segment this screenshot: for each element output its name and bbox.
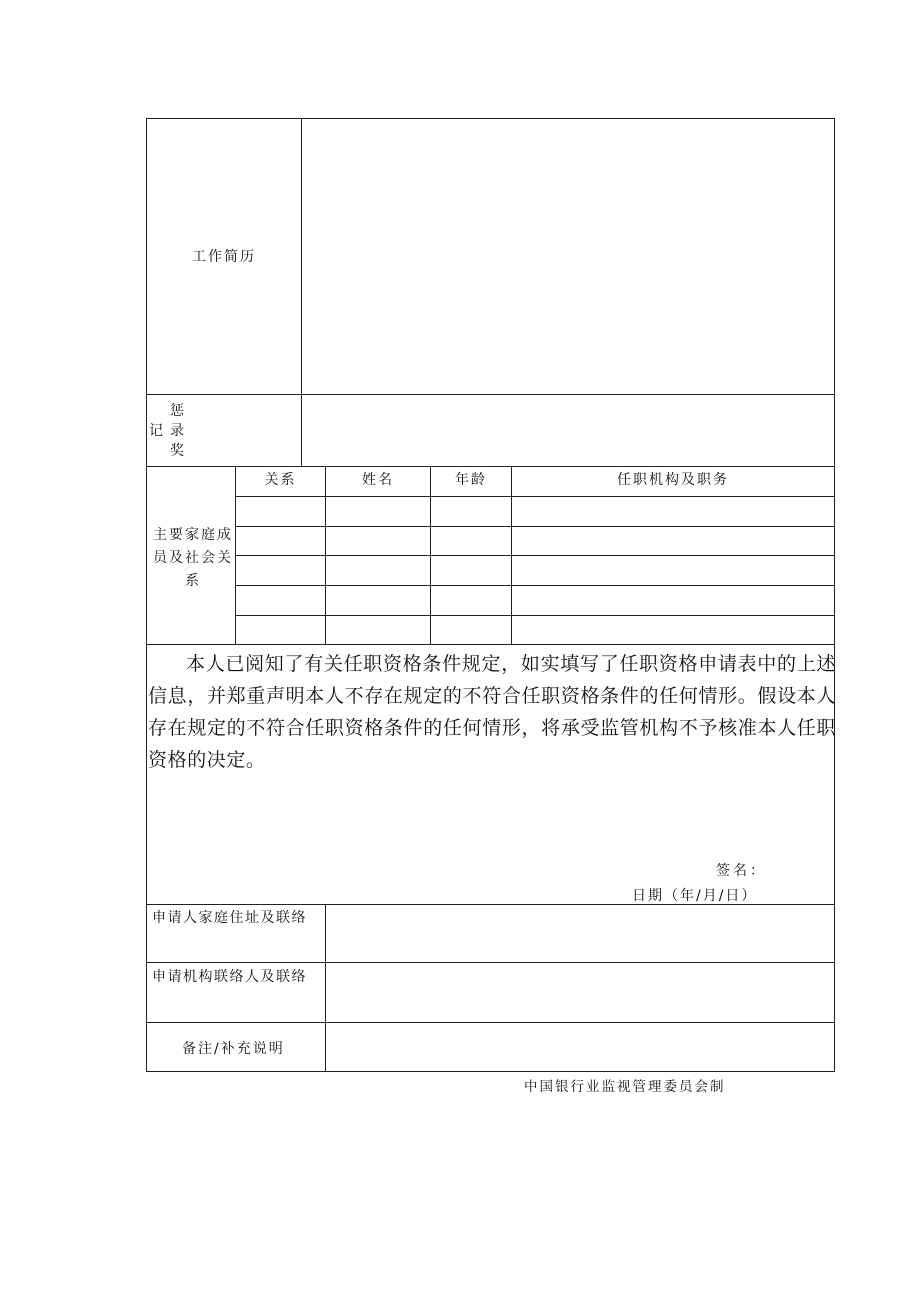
rewards-label-char: 录: [170, 423, 184, 439]
signature-label: 签名：: [716, 863, 767, 879]
divider: [146, 466, 835, 467]
remarks-label: 备注/补充说明: [182, 1041, 285, 1057]
table-cell[interactable]: [431, 527, 511, 555]
institution-contact-field[interactable]: [326, 963, 834, 1022]
rewards-label-char: 奖: [170, 443, 184, 459]
table-cell[interactable]: [431, 556, 511, 585]
table-cell[interactable]: [326, 556, 430, 585]
issuer-footer: 中国银行业监视管理委员会制: [524, 1079, 726, 1095]
table-cell[interactable]: [326, 497, 430, 526]
work-history-label: 工作简历: [192, 249, 256, 265]
institution-contact-label: 申请机构联络人及联络: [152, 969, 307, 985]
divider: [146, 644, 835, 645]
table-cell[interactable]: [326, 616, 430, 644]
table-cell[interactable]: [512, 497, 834, 526]
signature-field[interactable]: [770, 858, 830, 882]
home-address-label: 申请人家庭住址及联络: [152, 910, 307, 926]
table-border-bottom: [146, 1071, 835, 1072]
table-cell[interactable]: [236, 616, 325, 644]
column-header-position: 任职机构及职务: [617, 472, 729, 488]
table-cell[interactable]: [431, 616, 511, 644]
table-cell[interactable]: [431, 497, 511, 526]
table-cell[interactable]: [512, 527, 834, 555]
table-cell[interactable]: [512, 586, 834, 615]
declaration-text: 本人已阅知了有关任职资格条件规定，如实填写了任职资格申请表中的上述信息，并郑重声明本人不存在规定的不符合任职资格条件的任何情形。假设本人存在规定的不符合任职资格条件的任何情形，将承受监管机构不予核准本人任职资格的决定。: [148, 653, 836, 771]
table-cell[interactable]: [326, 586, 430, 615]
table-cell[interactable]: [236, 527, 325, 555]
rewards-field[interactable]: [302, 395, 834, 466]
rewards-label-char: 惩: [170, 403, 184, 419]
table-cell[interactable]: [236, 497, 325, 526]
home-address-field[interactable]: [326, 905, 834, 962]
column-header-age: 年龄: [455, 472, 487, 488]
table-cell[interactable]: [236, 556, 325, 585]
table-border-right: [834, 118, 835, 1072]
date-label: 日期（年/月/日）: [632, 888, 758, 904]
table-cell[interactable]: [431, 586, 511, 615]
table-cell[interactable]: [512, 616, 834, 644]
column-header-relation: 关系: [264, 472, 297, 488]
rewards-label-char: 记: [149, 423, 163, 439]
table-cell[interactable]: [326, 527, 430, 555]
work-history-field[interactable]: [302, 119, 834, 394]
table-cell[interactable]: [236, 586, 325, 615]
remarks-field[interactable]: [326, 1023, 834, 1071]
column-header-name: 姓名: [362, 472, 394, 488]
table-border-left: [146, 118, 147, 1072]
family-label: 主要家庭成员及社会关系: [153, 527, 233, 589]
table-cell[interactable]: [512, 556, 834, 585]
